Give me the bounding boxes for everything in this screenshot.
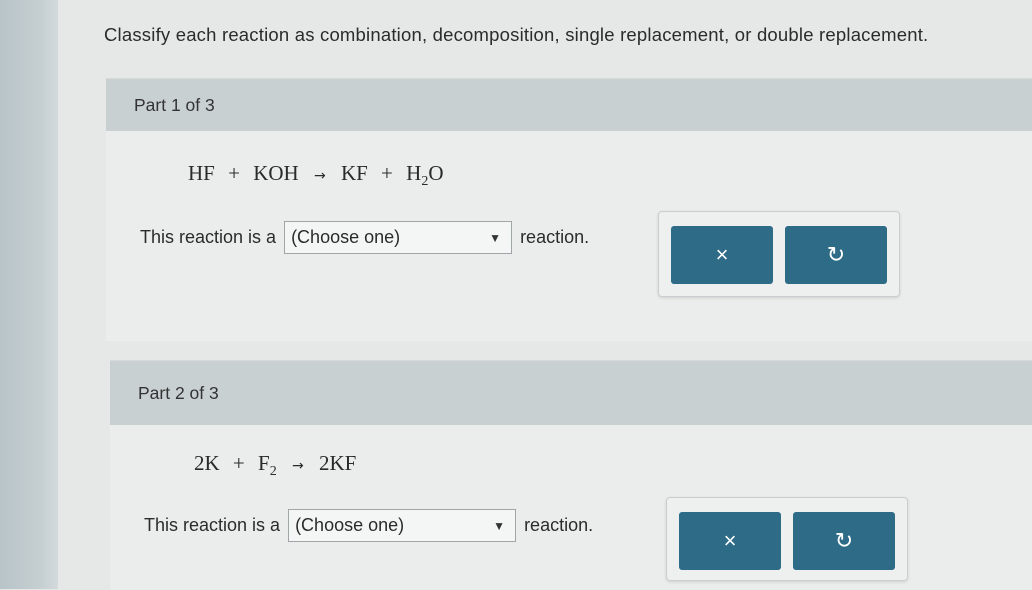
product-2: $H_2O$: [406, 161, 444, 189]
clear-button[interactable]: [679, 512, 781, 570]
reaction-arrow-icon: →: [313, 168, 326, 184]
reaction-type-select[interactable]: [284, 221, 512, 254]
part-1-sentence: [140, 221, 589, 254]
dropdown-caret-icon: ▼: [489, 230, 502, 245]
product-1: KF: [340, 161, 368, 185]
part-1-action-buttons: [658, 211, 900, 297]
select-value: (Choose one): [295, 515, 405, 535]
part-2-action-buttons: [666, 497, 908, 581]
select-value: (Choose one): [291, 227, 401, 247]
part-1-header: Part 1 of 3: [106, 79, 1032, 131]
reactant-2: KOH: [253, 161, 299, 185]
reactant-2: $F_2$: [258, 451, 277, 479]
reaction-type-select[interactable]: [288, 509, 516, 542]
reactant-1: HF: [188, 161, 215, 185]
reactant-1: 2K: [194, 451, 220, 475]
plus-sign: +: [381, 161, 393, 185]
instructions-text: Classify each reaction as combination, decomposition, single replacement, or double replacement.: [104, 24, 929, 45]
close-icon: ×: [715, 242, 729, 267]
sentence-prefix: This reaction is a: [140, 227, 277, 247]
left-margin: [0, 0, 58, 589]
part-2-sentence: [144, 509, 593, 542]
undo-icon: ↻: [834, 528, 854, 553]
sentence-suffix: reaction.: [524, 515, 594, 535]
close-icon: ×: [723, 528, 737, 553]
reaction-arrow-icon: →: [291, 458, 304, 474]
undo-button[interactable]: [793, 512, 895, 570]
undo-button[interactable]: [785, 226, 887, 284]
sentence-prefix: This reaction is a: [144, 515, 281, 535]
dropdown-caret-icon: ▼: [493, 518, 506, 533]
part-1-panel: [106, 78, 1032, 341]
part-2-panel: [110, 360, 1032, 590]
clear-button[interactable]: [671, 226, 773, 284]
part-2-equation: [194, 451, 356, 480]
plus-sign: +: [228, 161, 240, 185]
product-1: 2KF: [318, 451, 357, 475]
sentence-suffix: reaction.: [520, 227, 590, 247]
undo-icon: ↻: [826, 242, 846, 267]
part-2-header: Part 2 of 3: [110, 361, 1032, 425]
part-1-equation: [188, 161, 443, 190]
plus-sign: +: [232, 451, 245, 475]
